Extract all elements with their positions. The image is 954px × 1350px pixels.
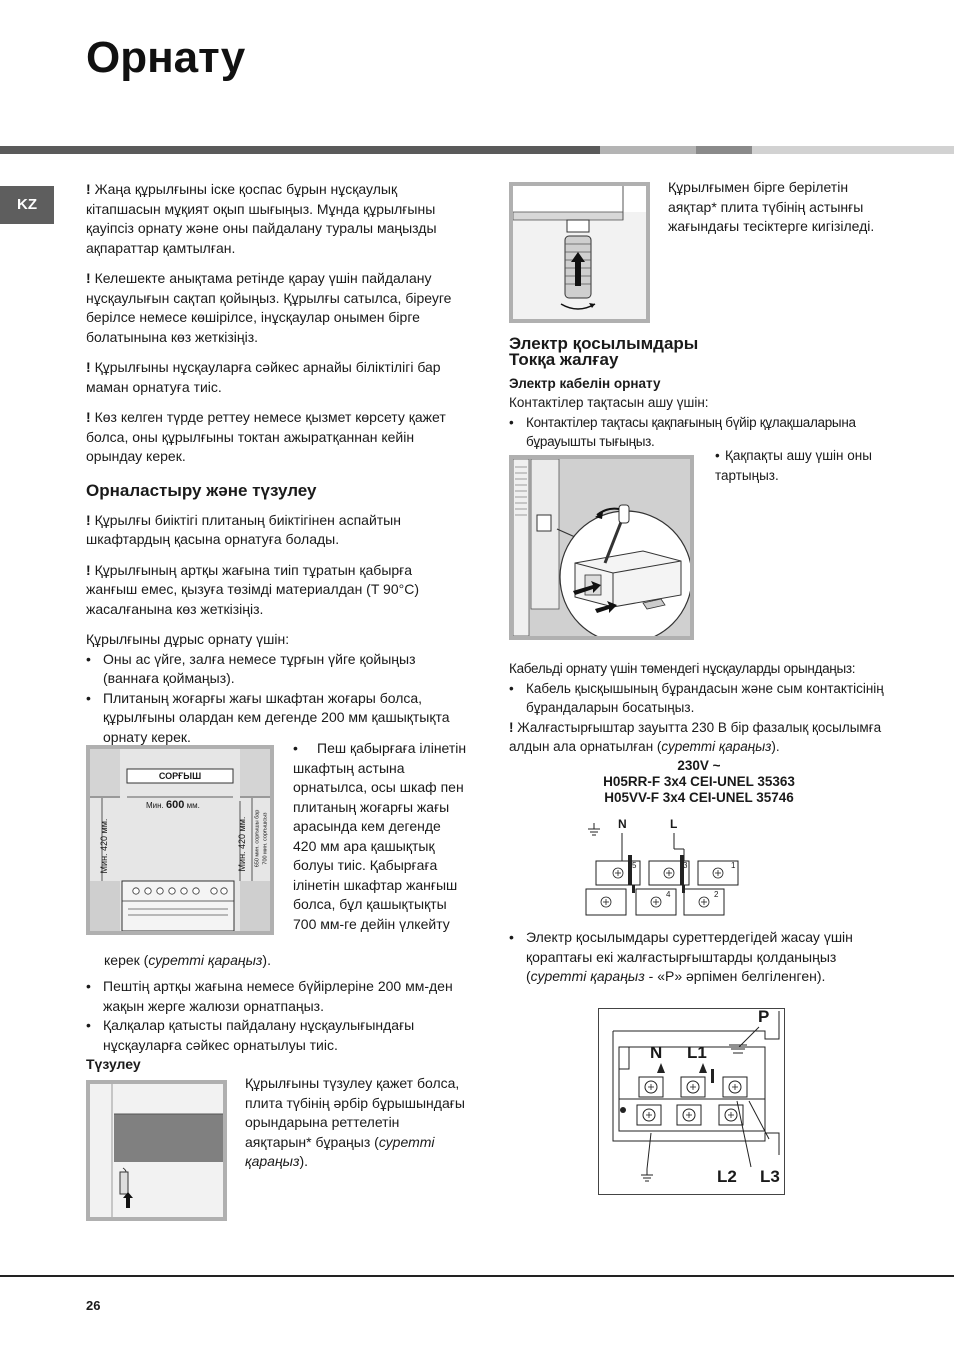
fig1-caption-continued: керек (суретті қараңыз).	[104, 952, 271, 968]
terminal-1: 1	[731, 861, 736, 870]
neutral-label: N	[618, 817, 627, 831]
feet-text: Құрылғымен бірге берілетін аяқтар* плита түбінің астынғы жағындағы тесіктерге кигізіледі.	[668, 179, 875, 234]
levelling-diagram	[90, 1084, 223, 1217]
header-bar-dark	[0, 146, 600, 154]
terminal-4: 4	[666, 890, 671, 899]
cable-bullets	[509, 679, 894, 718]
levelling-figure	[86, 1080, 227, 1221]
left-column-bottom	[86, 977, 466, 1074]
fig1-caption	[293, 739, 468, 934]
terminal-box-figure	[509, 455, 694, 640]
min-420-right-label: Мин. 420 мм.	[237, 816, 247, 872]
min-700-label: 700 мин. сорғышсыз	[262, 812, 269, 865]
left-column	[86, 180, 466, 747]
open-board-label: Контактілер тақтасын ашу үшін:	[509, 395, 709, 410]
terminal-wiring-diagram	[584, 815, 744, 920]
l1-label: L1	[687, 1043, 707, 1062]
vent-bullets	[86, 977, 466, 1055]
header-bar-mid2	[696, 146, 752, 154]
pull-cover-text	[715, 446, 885, 485]
terminal-3: 3	[683, 861, 688, 870]
terminal-5: 5	[632, 861, 637, 870]
install-bullets	[86, 650, 466, 748]
list-item: • Қақпақты ашу үшін оны тартыңыз.	[715, 446, 885, 485]
positioning-paragraph: ! Құрылғының артқы жағына тиіп тұратын қабырға жанғыш емес, қызуға төзімді материалдан (T 90°C) жасалғанына көз жеткізіңіз.	[86, 561, 419, 617]
cable-instructions	[509, 659, 894, 757]
foot-diagram	[513, 186, 646, 319]
intro-paragraph: ! Келешекте анықтама ретінде қарау үшін пайдалану нұсқаулығын сақтап қойыңыз. Құрылғы сатылса, біреуге берілсе немесе көшірілсе, інұсқаулар онымен бірге болатынына көз жеткізіңіз.	[86, 270, 452, 345]
l2-label: L2	[717, 1167, 737, 1186]
min-600-label: Мин. 600 мм.	[146, 799, 200, 811]
levelling-text: Құрылғыны түзулеу қажет болса, плита түбінің әрбір бұрышындағы орындарына реттелетін аяқтарын* бұраңыз (суретті қараңыз).	[245, 1075, 465, 1169]
line-label: L	[670, 817, 678, 831]
electrical-section	[509, 336, 894, 452]
list-item: • Кабель қысқышының бұрандасын және сым контактісінің бұрандаларын босатыңыз.	[509, 679, 894, 718]
page-number: 26	[86, 1298, 101, 1313]
list-item: • Пештің артқы жағына немесе бүйірлеріне 200 мм-ден жақын жерге жалюзи орнатпаңыз.	[86, 977, 466, 1016]
jumper-p-label: P	[758, 1007, 770, 1026]
jumper-diagram	[598, 1008, 785, 1195]
min-650-label: 650 мин. сорғышы бар	[254, 809, 261, 868]
intro-paragraph: ! Құрылғыны нұсқауларға сәйкес арнайы біліктілігі бар маман орнатуға тиіс.	[86, 359, 441, 395]
foot-figure	[509, 182, 650, 323]
header-bar-light	[752, 146, 954, 154]
language-tab: KZ	[0, 186, 54, 224]
clearance-figure	[86, 745, 274, 935]
cable-spec	[589, 758, 809, 806]
min-420-left-label: Мин. 420 мм.	[99, 818, 109, 874]
cable-spec-1: H05RR-F 3x4 CEI-UNEL 35363	[603, 774, 795, 789]
voltage-spec: 230V ~	[677, 758, 721, 773]
instructions-intro: Кабельді орнату үшін төмендегі нұсқауларды орындаңыз:	[509, 661, 856, 676]
neutral-label: N	[650, 1043, 663, 1062]
terminal-2: 2	[714, 890, 719, 899]
section-title-positioning: Орналастыру және түзулеу	[86, 480, 317, 500]
electrical-title: Электр қосылымдары Токқа жалғау	[509, 334, 699, 369]
hood-label: СОРҒЫШ	[158, 771, 202, 781]
terminal-box-diagram	[513, 459, 690, 636]
header-bar-mid	[600, 146, 696, 154]
list-item: • Оны ас үйге, залға немесе тұрғын үйге қойыңыз (ваннаға қоймаңыз).	[86, 650, 466, 689]
list-item: • Пеш қабырғаға ілінетін шкафтың астына орнатылса, осы шкаф пен плитаның жоғарғы жағы арасында кем дегенде 420 мм ара қашықтық болуы тиіс. Қабырғаға ілінетін шкафтар жанғыш болса, бұл қашықтықты 700 мм-ге дейін үлкейту	[293, 739, 468, 934]
positioning-paragraph: ! Құрылғы биіктігі плитаның биіктігінен аспайтын шкафтардың қасына орнатуға болады.	[86, 511, 401, 547]
list-item: • Электр қосылымдары суреттердегідей жасау үшін қорaптағы екі жалғастырғыштарды қолданыңыз (суретті қараңыз - «P» әрпімен белгіленген).	[509, 928, 894, 987]
intro-paragraph: ! Жаңа құрылғыны іске қоспас бұрын нұсқаулық кітапшасын мұқият оқып шығыңыз. Мұнда құрылғыны қауіпсіз орнату және оны пайдалану туралы маңызды ақпараттар қамтылған.	[86, 181, 437, 256]
footer-rule	[0, 1275, 954, 1277]
cable-spec-2: H05VV-F 3x4 CEI-UNEL 35746	[604, 790, 794, 805]
list-item: • Контактілер тақтасы қақпағының бүйір құлақшаларына бұрауышты тығыңыз.	[509, 413, 894, 452]
connection-instructions	[509, 928, 894, 987]
levelling-title: Түзулеу	[86, 1056, 141, 1072]
list-item: • Плитаның жоғарғы жағы шкафтан жоғары болса, құрылғыны олардан кем дегенде 200 мм қашықтықта орнату керек.	[86, 689, 466, 748]
correct-install-label: Құрылғыны дұрыс орнату үшін:	[86, 631, 290, 647]
page-title: Орнату	[86, 33, 246, 82]
l3-label: L3	[760, 1167, 780, 1186]
cable-install-title: Электр кабелін орнату	[509, 376, 661, 391]
list-item: • Қалқалар қатысты пайдалану нұсқаулығындағы нұсқауларға сәйкес орнатылуы тиіс.	[86, 1016, 466, 1055]
connector-warning: ! Жалғастырғыштар зауытта 230 В бір фазалық қосылымға алдын ала орнатылған (суретті қараңыз).	[509, 719, 882, 754]
intro-paragraph: ! Көз келген түрде реттеу немесе қызмет көрсету қажет болса, оны құрылғыны токтан ажыратқаннан кейін орындау керек.	[86, 409, 446, 464]
